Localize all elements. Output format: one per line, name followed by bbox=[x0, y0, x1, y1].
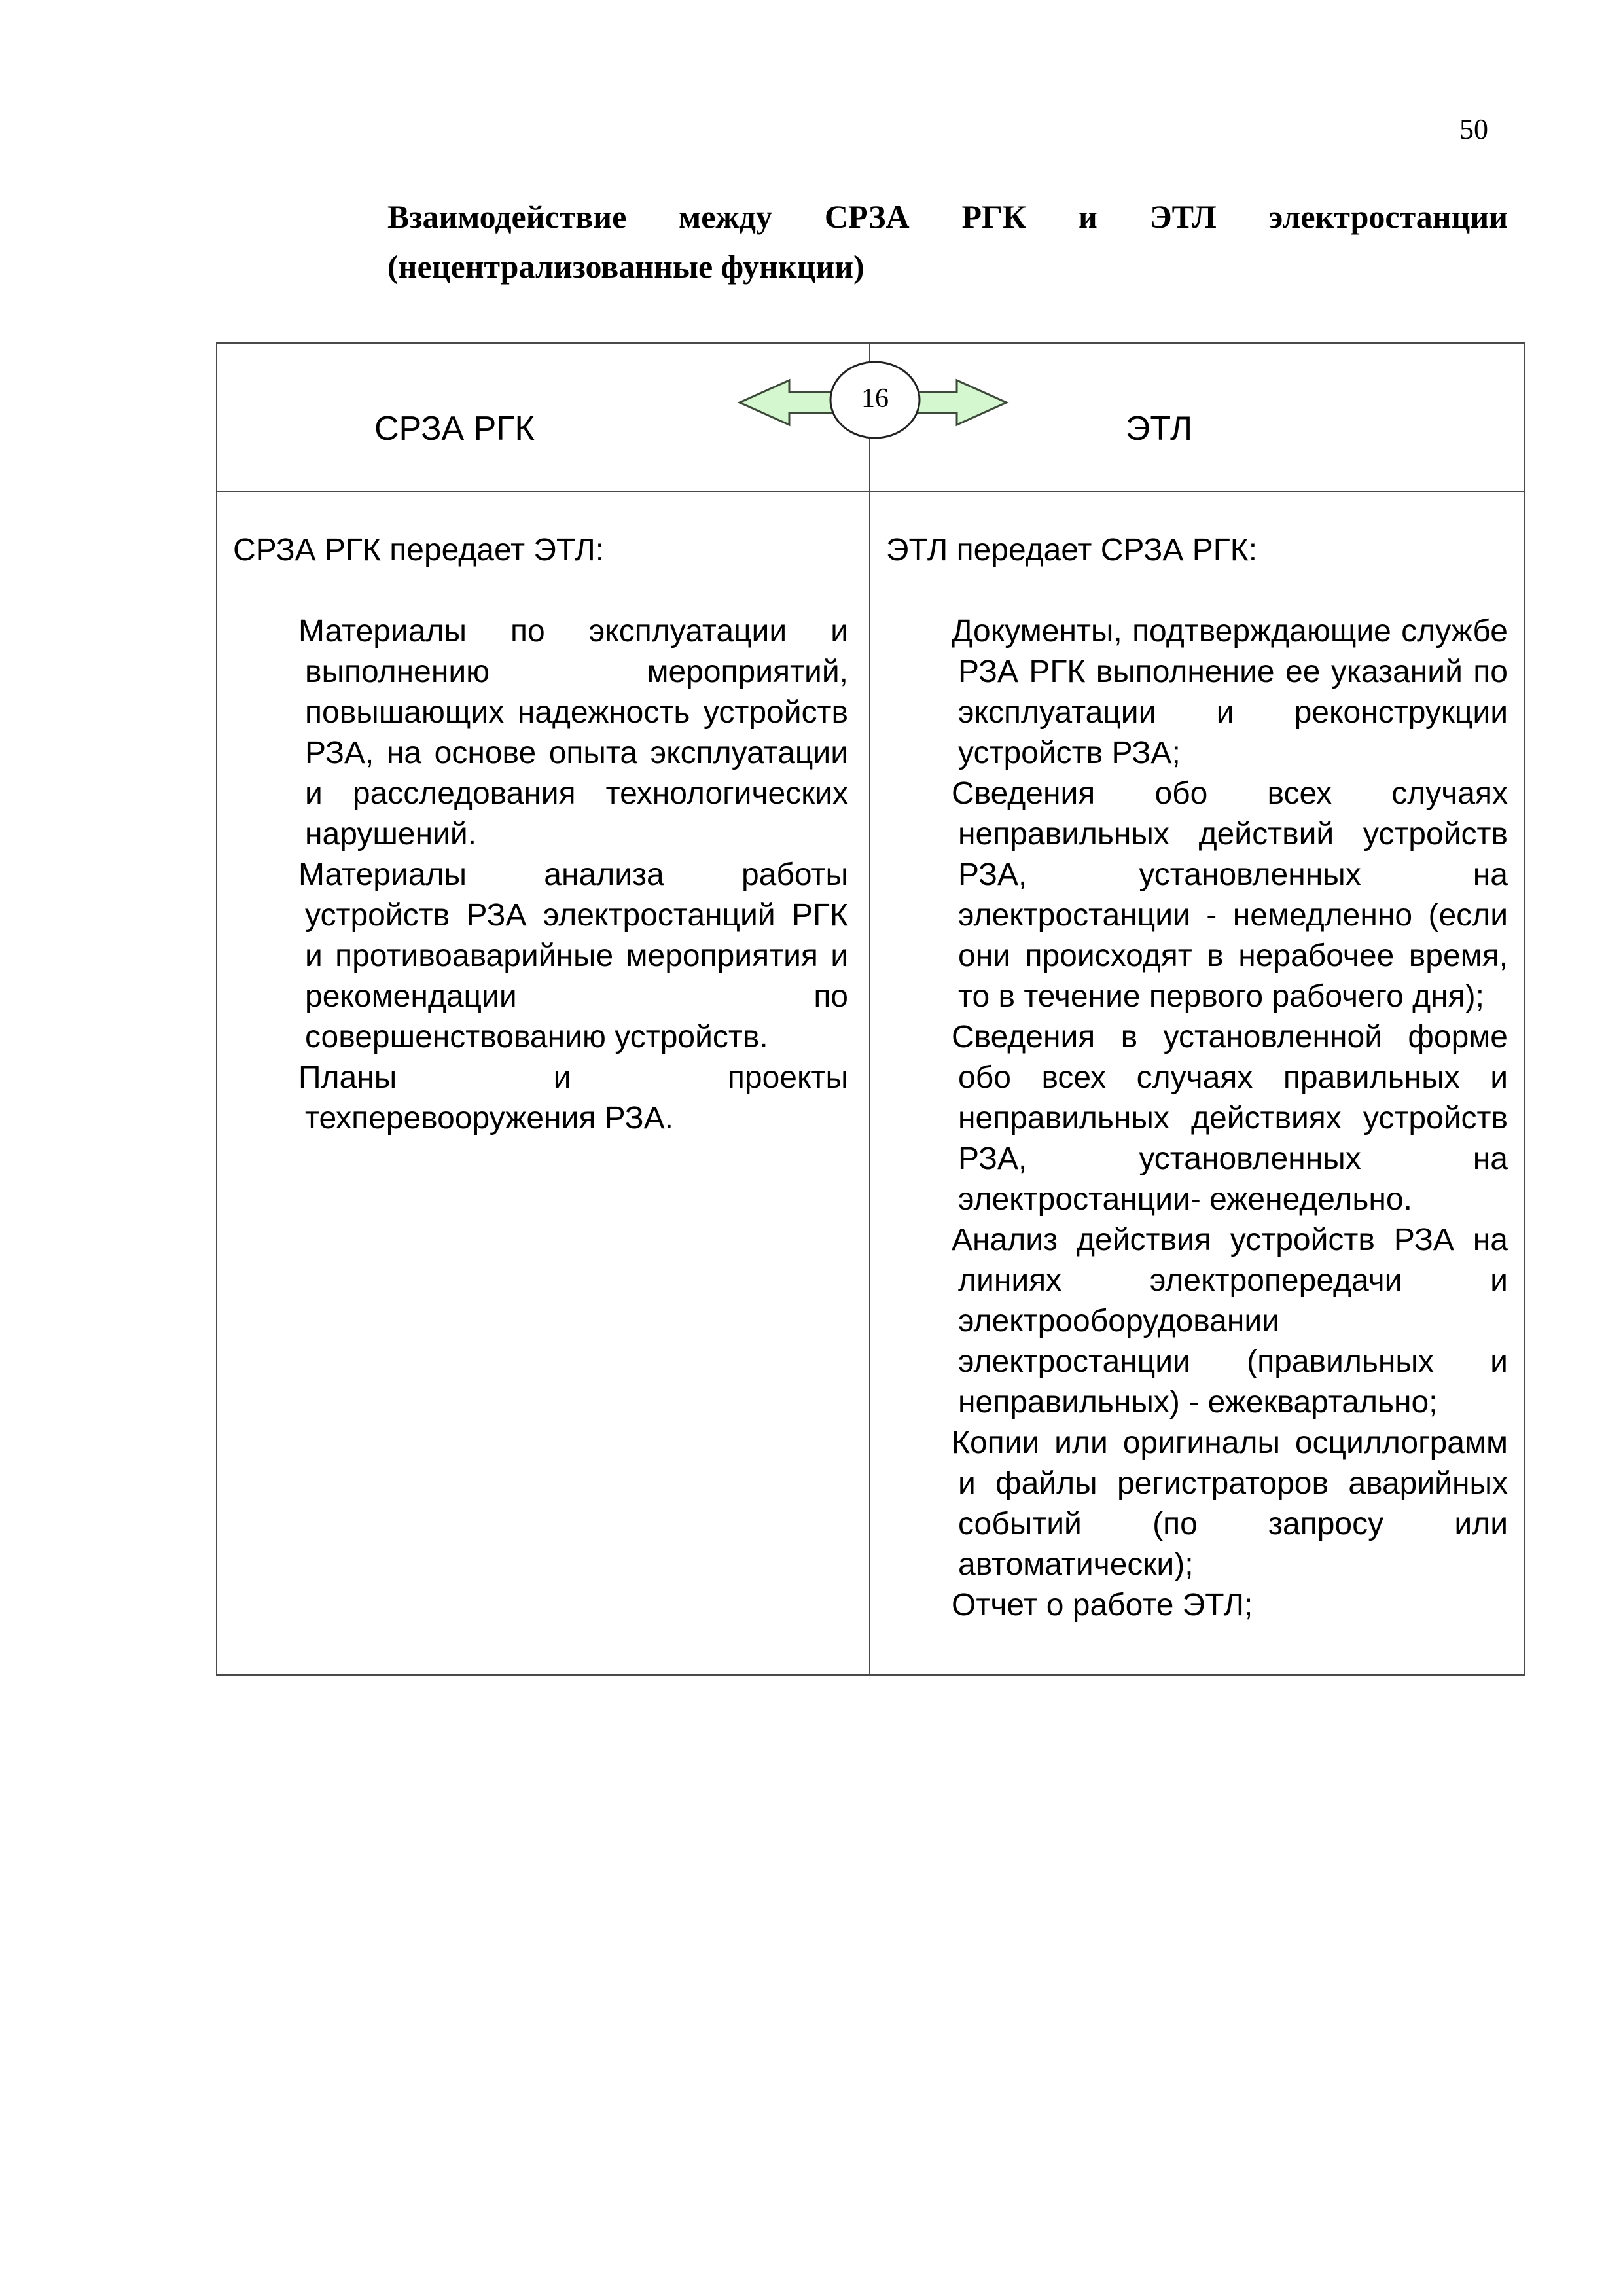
page-number: 50 bbox=[1459, 113, 1488, 145]
interaction-table bbox=[216, 342, 1525, 1676]
list-item: Копии или оригиналы осциллограмм и файлы регистраторов аварийных событий (по запросу или автоматически); bbox=[952, 1426, 1508, 1582]
list-item: Материалы по эксплуатации и выполнению мероприятий, повышающих надежность устройств РЗА, на основе опыта эксплуатации и расследования технологических нарушений. bbox=[298, 614, 848, 852]
left-intro: СРЗА РГК передает ЭТЛ: bbox=[233, 533, 605, 567]
list-item: Документы, подтверждающие службе РЗА РГК выполнение ее указаний по эксплуатации и реконструкции устройств РЗА; bbox=[952, 614, 1508, 770]
right-items bbox=[886, 611, 1508, 1626]
right-column bbox=[886, 530, 1508, 1626]
list-item: Сведения обо всех случаях неправильных действий устройств РЗА, установленных на электростанции - немедленно (если они происходят в нерабочее время, то в течение первого рабочего дня); bbox=[952, 776, 1508, 1014]
right-arrow-icon bbox=[906, 380, 1007, 425]
left-items bbox=[233, 611, 848, 1139]
title-line-2: (нецентрализованные функции) bbox=[387, 248, 865, 285]
column-divider bbox=[869, 344, 870, 1674]
title-line-1: Взаимодействие между СРЗА РГК и ЭТЛ электростанции bbox=[387, 198, 1508, 235]
header-right: ЭТЛ bbox=[1126, 410, 1193, 448]
list-item: Планы и проекты техперевооружения РЗА. bbox=[298, 1060, 848, 1136]
connector-number: 16 bbox=[861, 384, 889, 414]
bidirectional-arrow bbox=[736, 357, 1010, 448]
list-item: Отчет о работе ЭТЛ; bbox=[952, 1588, 1253, 1623]
right-intro: ЭТЛ передает СРЗА РГК: bbox=[886, 533, 1258, 567]
left-arrow-icon bbox=[740, 380, 840, 425]
header-left: СРЗА РГК bbox=[374, 410, 535, 448]
left-column bbox=[233, 530, 848, 1139]
document-title bbox=[387, 192, 1508, 291]
header-divider bbox=[217, 491, 1524, 492]
list-item: Анализ действия устройств РЗА на линиях электропередачи и электрооборудовании электростанции (правильных и неправильных) - ежеквартально; bbox=[952, 1223, 1508, 1420]
list-item: Материалы анализа работы устройств РЗА электростанций РГК и противоаварийные мероприятия и рекомендации по совершенствованию устройств. bbox=[298, 857, 848, 1054]
list-item: Сведения в установленной форме обо всех случаях правильных и неправильных действиях устройств РЗА, установленных на электростанции- еженедельно. bbox=[952, 1020, 1508, 1217]
